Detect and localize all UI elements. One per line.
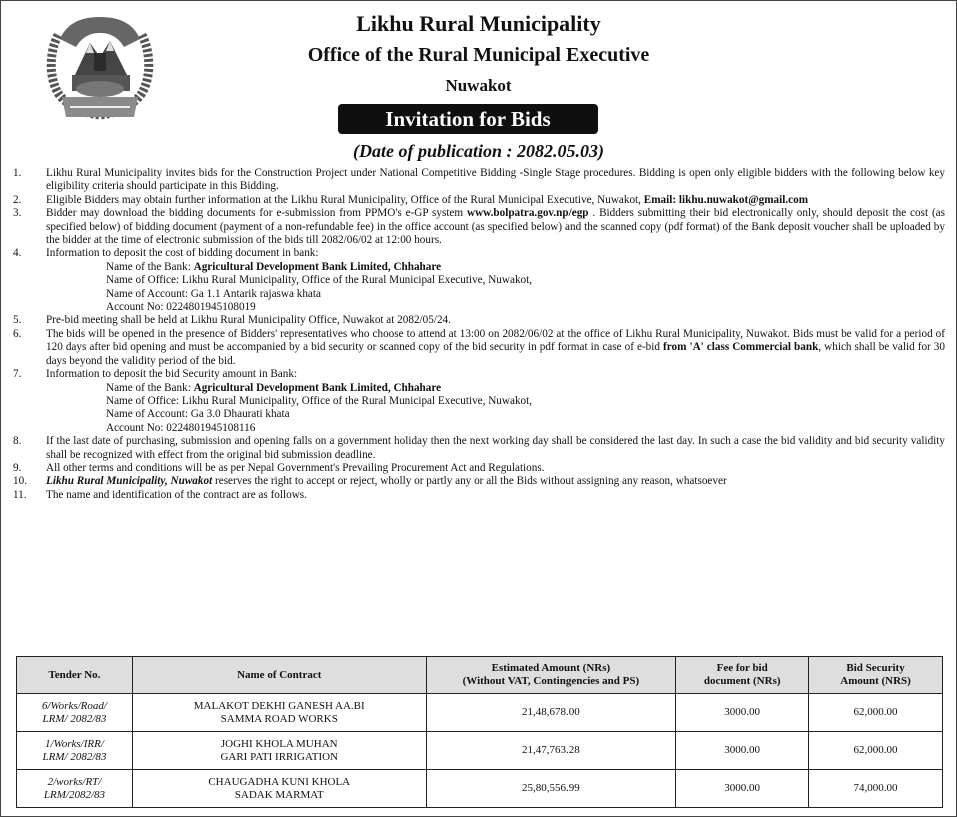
item-text: The bids will be opened in the presence of Bidders' representatives who choose to attend at 13:00 on 2082/06/02 at the office of Likhu Rural Municipality, Nuwakot. Bids must be valid for a period of 120 days after bid opening and must be accompanied by a bid security or scanned copy of the bid security in pdf format in case of e-bid from 'A' class Commercial bank, which shall be valid for 30 days beyond the validity period of the bid. [46,327,945,367]
municipality-name: Likhu Rural Municipality [356,11,601,36]
tender-no-header: Tender No. [17,657,133,694]
tender-no-cell: 1/Works/IRR/ LRM/ 2082/83 [17,732,133,770]
account-name-line: Name of Account: Ga 1.1 Antarik rajaswa khata [106,287,321,300]
item-number: 8. [13,435,22,448]
item-number: 2. [13,193,22,206]
email-label: Email: [643,193,677,206]
security-cell: 62,000.00 [809,732,943,770]
notice-banner: Invitation for Bids [338,104,598,134]
list-item [13,314,945,327]
item-text: Information to deposit the bid Security amount in Bank: Name of the Bank: Agricultural Development Bank Limited, Chhahare Name of Office: Likhu Rural Municipality, Office of the Rural Municipal Executive, Nuwakot, Name of Account: Ga 3.0 Dhaurati khata Account No: 0224801945108116 [46,368,945,435]
security-cell: 74,000.00 [809,770,943,808]
contract-cell: MALAKOT DEKHI GANESH AA.BI SAMMA ROAD WORKS [132,694,426,732]
item-number: 10. [13,475,27,488]
item-number: 5. [13,314,22,327]
security-cell: 62,000.00 [809,694,943,732]
tender-no-cell: 6/Works/Road/ LRM/ 2082/83 [17,694,133,732]
fee-cell: 3000.00 [676,732,809,770]
estimated-cell: 21,48,678.00 [426,694,676,732]
estimated-cell: 25,80,556.99 [426,770,676,808]
bank-name-line: Name of the Bank: Agricultural Development Bank Limited, Chhahare [106,381,442,394]
list-item [13,475,945,488]
item-number: 4. [13,247,22,260]
table-row [17,694,943,732]
item-text: Pre-bid meeting shall be held at Likhu Rural Municipality Office, Nuwakot at 2082/05/24. [46,314,451,327]
table-row [17,770,943,808]
estimated-cell: 21,47,763.28 [426,732,676,770]
office-name-line: Name of Office: Likhu Rural Municipality, Office of the Rural Municipal Executive, Nuwakot, [106,394,533,407]
list-item [13,435,945,462]
list-item [13,368,945,435]
item-number: 9. [13,461,22,474]
item-text: If the last date of purchasing, submission and opening falls on a government holiday then the next working day shall be considered the last day. In such a case the bid validity and bid security validity shall be recognized with effect from the original bid submission deadline. [46,435,945,461]
item-text: All other terms and conditions will be as per Nepal Government's Prevailing Procurement Act and Regulations. [46,461,545,474]
publication-date: (Date of publication : 2082.05.03) [353,141,604,161]
item-text: Likhu Rural Municipality invites bids for the Construction Project under National Competitive Bidding -Single Stage procedures. Bidding is open only eligible bidders with the following below key eligibility criteria should participate in this Bidding. [46,167,945,193]
notice-items [13,167,945,502]
list-item [13,167,945,194]
item-text: Likhu Rural Municipality, Nuwakot reserves the right to accept or reject, wholly or partly any or all the Bids without assigning any reason, whatsoever [46,475,727,488]
item-number: 1. [13,167,22,179]
item-text: Bidder may download the bidding documents for e-submission from PPMO's e-GP system www.bolpatra.gov.np/egp . Bidders submitting their bid electronically only, should deposit the cost (as specified below) of bidding document (payment of a non-refundable fee) in the office account (as specified below) and the scanned copy (pdf format) of the Bank deposit voucher shall be uploaded by the bidder at the time of electronic submission of the bids till 2082/06/02 at 12:00 hours. [46,207,945,247]
fee-header: Fee for bid document (NRs) [676,657,809,694]
district-name: Nuwakot [445,76,512,95]
office-name-line: Name of Office: Likhu Rural Municipality, Office of the Rural Municipal Executive, Nuwakot, [106,274,533,287]
item-number: 7. [13,368,22,381]
contract-header: Name of Contract [132,657,426,694]
estimated-amount-header: Estimated Amount (NRs) (Without VAT, Contingencies and PS) [426,657,676,694]
contract-table [16,656,943,808]
fee-cell: 3000.00 [676,770,809,808]
email-link[interactable]: likhu.nuwakot@gmail.com [678,193,809,206]
list-item [13,194,945,207]
item-number: 6. [13,327,22,340]
contract-cell: JOGHI KHOLA MUHAN GARI PATI IRRIGATION [132,732,426,770]
account-number-line: Account No: 0224801945108116 [106,421,256,434]
contract-cell: CHAUGADHA KUNI KHOLA SADAK MARMAT [132,770,426,808]
table-row [17,732,943,770]
item-number: 11. [13,488,27,501]
list-item [13,247,945,314]
egp-url-link[interactable]: www.bolpatra.gov.np/egp [466,207,589,220]
item-text: The name and identification of the contract are as follows. [46,488,307,501]
item-text: Information to deposit the cost of bidding document in bank: Name of the Bank: Agricultural Development Bank Limited, Chhahare Name of Office: Likhu Rural Municipality, Office of the Rural Municipal Executive, Nuwakot, Name of Account: Ga 1.1 Antarik rajaswa khata Account No: 0224801945108019 [46,247,945,314]
fee-cell: 3000.00 [676,694,809,732]
account-name-line: Name of Account: Ga 3.0 Dhaurati khata [106,408,290,421]
office-name: Office of the Rural Municipal Executive [307,44,650,66]
account-number-line: Account No: 0224801945108019 [106,301,256,314]
bank-name-line: Name of the Bank: Agricultural Development Bank Limited, Chhahare [106,260,442,273]
list-item [13,489,945,502]
item-text: Eligible Bidders may obtain further information at the Likhu Rural Municipality, Office of the Rural Municipal Executive, Nuwakot, Email: likhu.nuwakot@gmail.com [46,193,809,206]
item-number: 3. [13,207,22,220]
table-header-row [17,657,943,694]
bid-security-header: Bid Security Amount (NRS) [809,657,943,694]
list-item [13,462,945,475]
tender-no-cell: 2/works/RT/ LRM/2082/83 [17,770,133,808]
list-item [13,328,945,368]
list-item [13,207,945,247]
